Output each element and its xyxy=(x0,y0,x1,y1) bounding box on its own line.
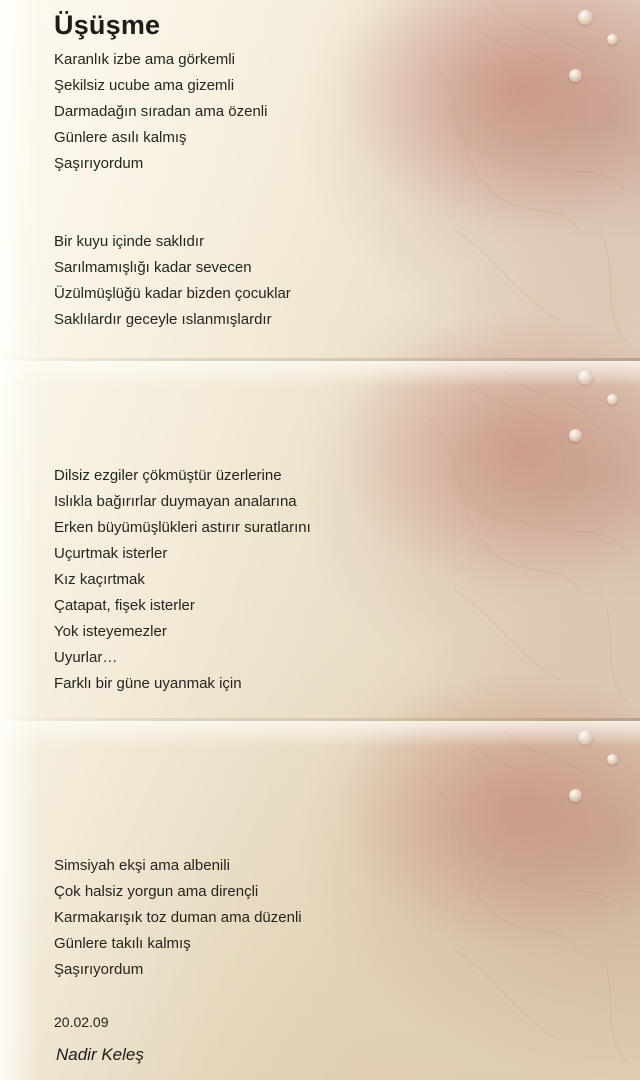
page-title: Üşüşme xyxy=(54,10,161,40)
stanza-gap xyxy=(54,385,474,411)
poem-line: Günlere asılı kalmış xyxy=(54,129,187,146)
pearl-decoration xyxy=(607,34,618,45)
stanza-gap xyxy=(54,749,474,775)
poem-line: Farklı bir güne uyanmak için xyxy=(54,675,242,692)
stanza-gap xyxy=(54,437,474,463)
stanza-gap xyxy=(54,775,474,801)
poem-line: Üzülmüşlüğü kadar bizden çocuklar xyxy=(54,285,291,302)
poem-line: Çatapat, fişek isterler xyxy=(54,597,195,614)
poem-line: Şaşırıyordum xyxy=(54,155,144,172)
poem-line: Darmadağın sıradan ama özenli xyxy=(54,103,268,120)
pearl-decoration xyxy=(578,730,593,745)
stanza-gap xyxy=(54,177,474,203)
poem-line: Uyurlar… xyxy=(54,649,118,666)
pearl-decoration xyxy=(607,754,618,765)
stanza xyxy=(54,229,474,333)
stanza-gap xyxy=(54,411,474,437)
poem-line: Simsiyah ekşi ama albenili xyxy=(54,857,230,874)
author-name: Nadir Keleş xyxy=(56,1045,144,1064)
stanza-gap xyxy=(54,827,474,853)
pearl-decoration xyxy=(569,429,582,442)
stanza-gap xyxy=(54,983,474,1009)
poem-date: 20.02.09 xyxy=(54,1014,109,1030)
poem-line: Islıkla bağırırlar duymayan analarına xyxy=(54,493,297,510)
poem-line: Günlere takılı kalmış xyxy=(54,935,191,952)
poem-body xyxy=(54,47,474,1035)
stanza-gap xyxy=(54,801,474,827)
pearl-decoration xyxy=(607,394,618,405)
stanza-gap xyxy=(54,359,474,385)
poem-line: Şaşırıyordum xyxy=(54,961,144,978)
poem-line: Şekilsiz ucube ama gizemli xyxy=(54,77,235,94)
paper-left-highlight xyxy=(0,0,40,1080)
stanza xyxy=(54,47,474,177)
poem-line: Karmakarışık toz duman ama düzenli xyxy=(54,909,302,926)
poem-line: Erken büyümüşlükleri astırır suratlarını xyxy=(54,519,311,536)
poem-line: Kız kaçırtmak xyxy=(54,571,145,588)
stanza-gap xyxy=(54,697,474,723)
poem-line: Uçurtmak isterler xyxy=(54,545,168,562)
poem-line: Karanlık izbe ama görkemli xyxy=(54,51,235,68)
poem-line: Çok halsiz yorgun ama dirençli xyxy=(54,883,259,900)
stanza-gap xyxy=(54,723,474,749)
poem-line: Bir kuyu içinde saklıdır xyxy=(54,233,205,250)
pearl-decoration xyxy=(578,10,593,25)
stanza xyxy=(54,463,474,697)
poem-line: Saklılardır geceyle ıslanmışlardır xyxy=(54,311,272,328)
pearl-decoration xyxy=(569,69,582,82)
poem-line: Yok isteyemezler xyxy=(54,623,167,640)
poem-line: Dilsiz ezgiler çökmüştür üzerlerine xyxy=(54,467,282,484)
stanza xyxy=(54,853,474,983)
poem-line: Sarılmamışlığı kadar sevecen xyxy=(54,259,252,276)
stanza-gap xyxy=(54,333,474,359)
pearl-decoration xyxy=(578,370,593,385)
stanza-gap xyxy=(54,203,474,229)
pearl-decoration xyxy=(569,789,582,802)
